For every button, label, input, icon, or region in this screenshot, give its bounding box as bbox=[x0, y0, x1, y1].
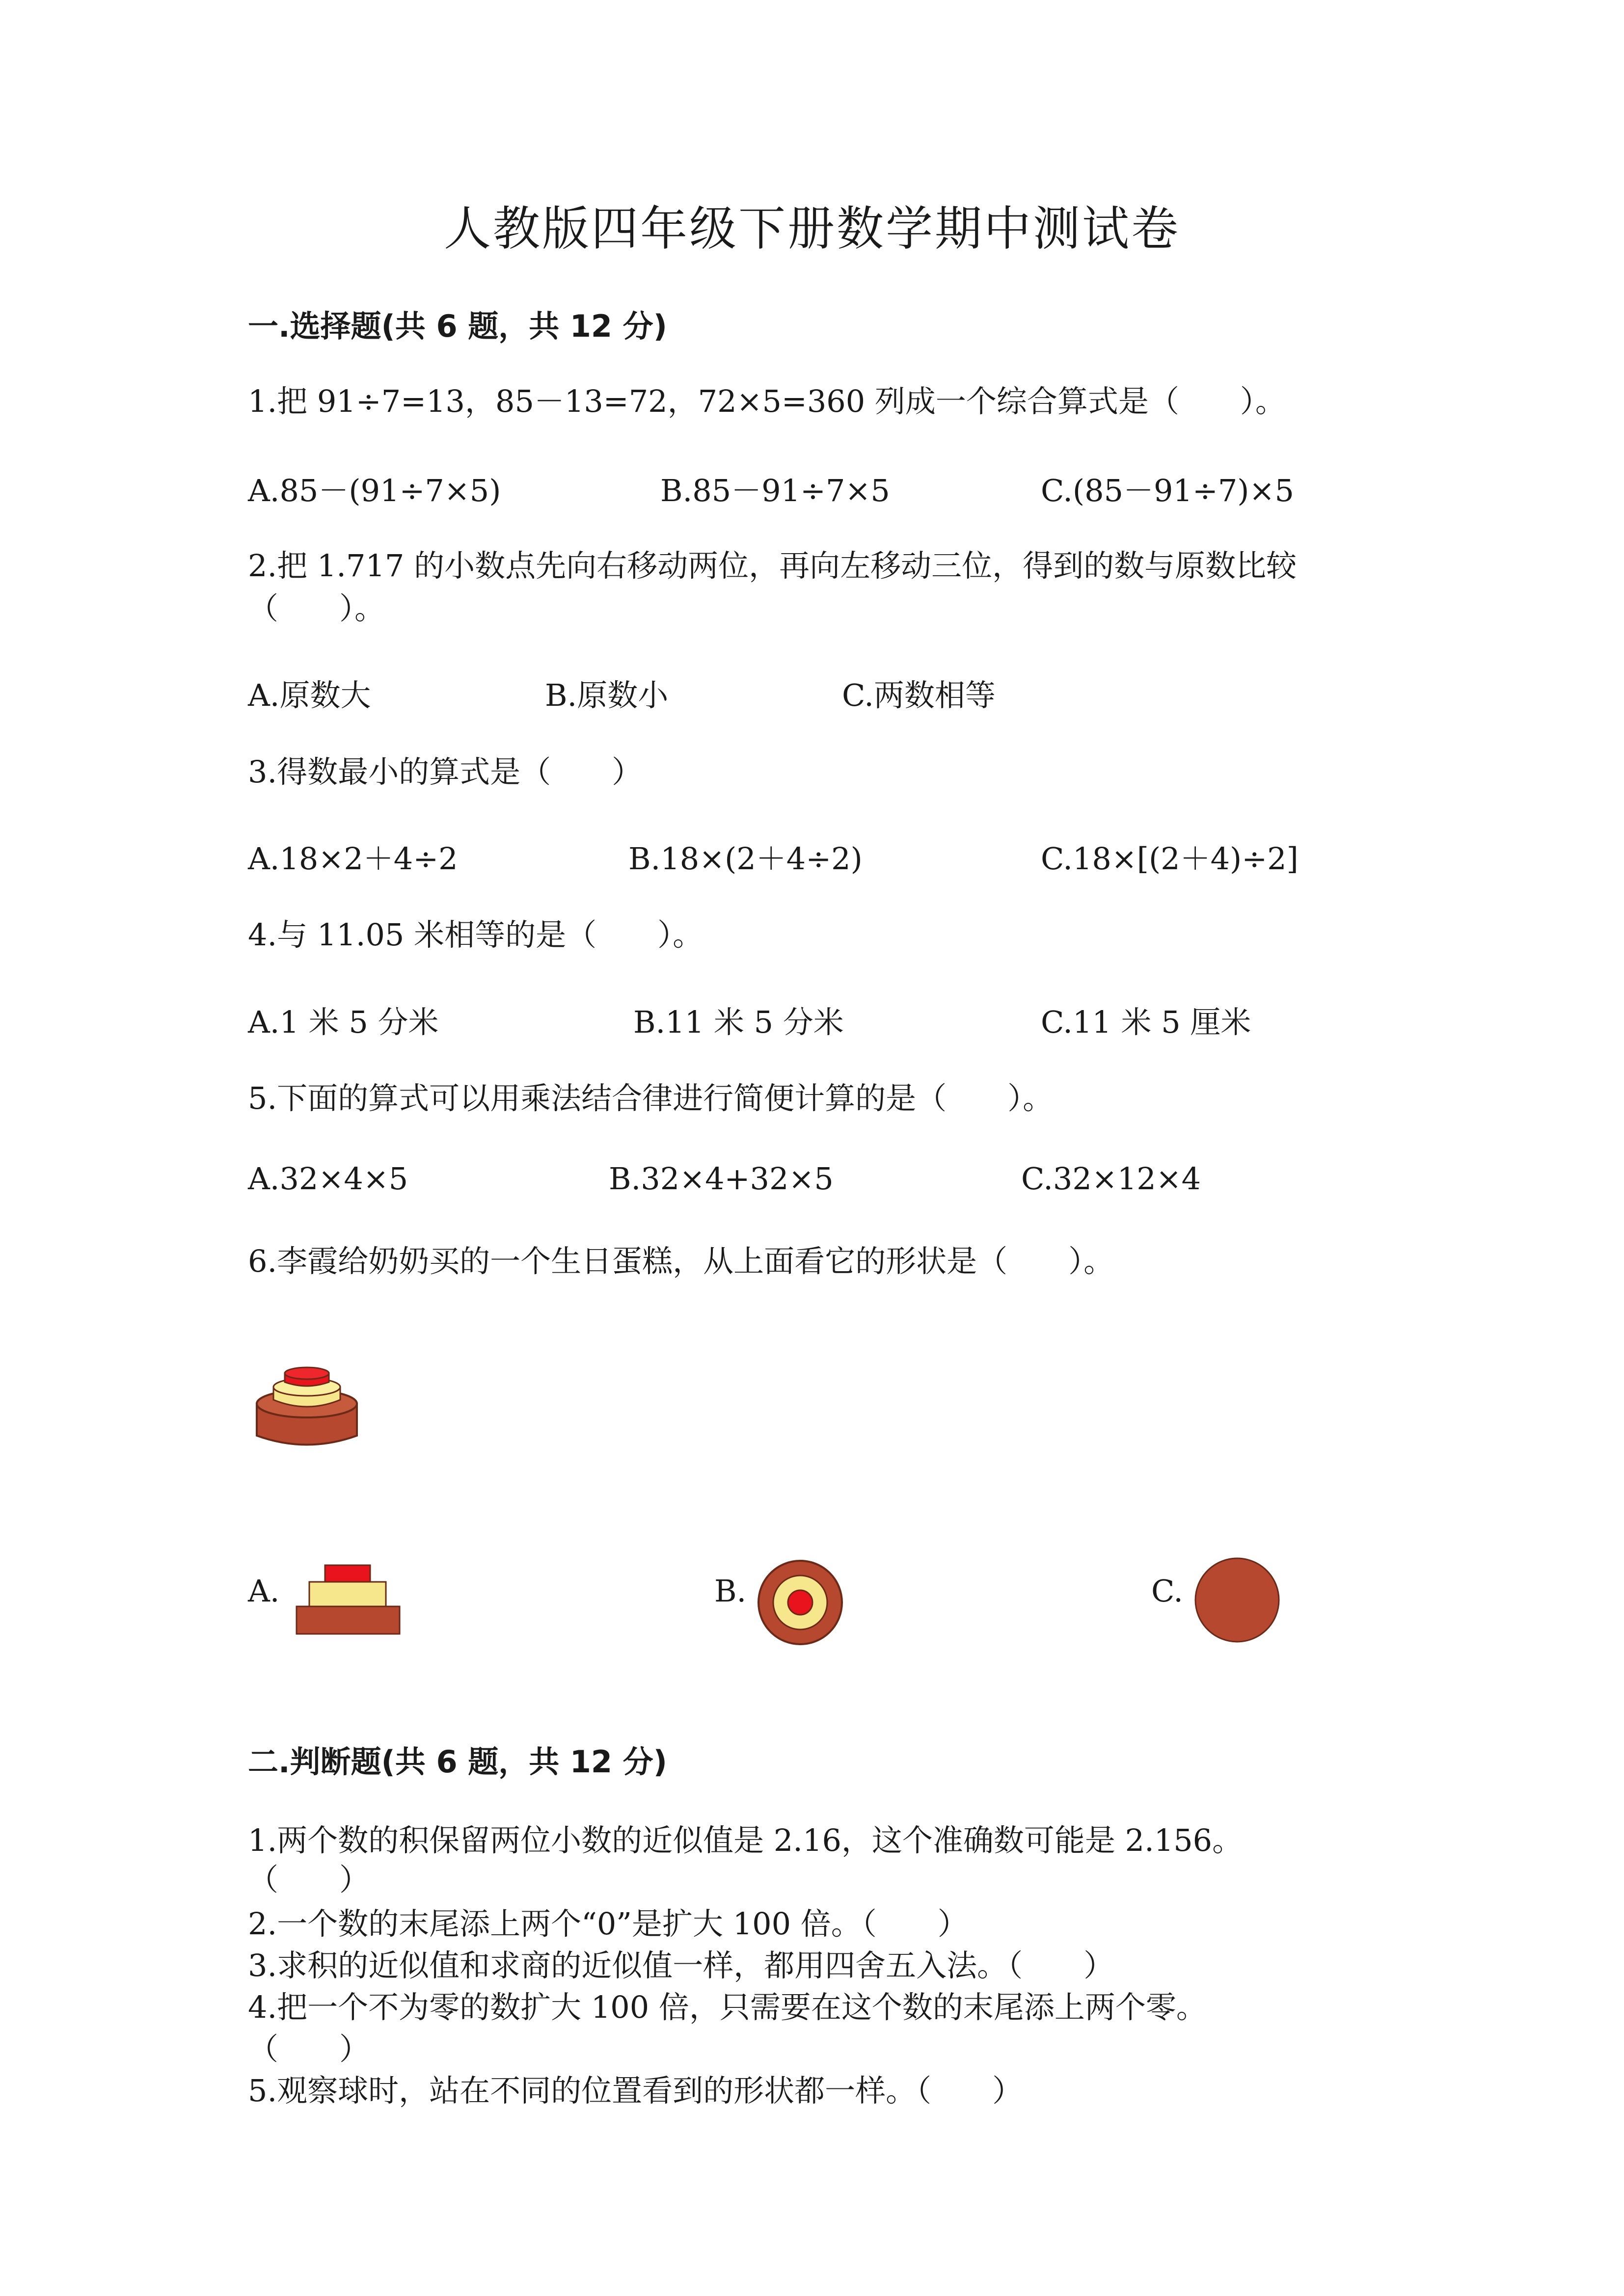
page-title: 人教版四年级下册数学期中测试卷 bbox=[444, 201, 1180, 256]
question-2-option-c[interactable]: C.两数相等 bbox=[842, 677, 996, 713]
option-b-concentric-circles-image bbox=[756, 1558, 844, 1649]
judgment-1-blank[interactable]: （ ） bbox=[248, 1862, 370, 1897]
question-6-option-b[interactable]: B. bbox=[714, 1573, 747, 1609]
question-4-text: 4.与 11.05 米相等的是（ ）。 bbox=[248, 917, 704, 953]
section-heading-judgment: 二.判断题(共 6 题，共 12 分) bbox=[248, 1744, 667, 1780]
cake-side-view-image bbox=[248, 1364, 366, 1455]
section-heading-choice: 一.选择题(共 6 题，共 12 分) bbox=[248, 308, 667, 344]
question-5-option-b[interactable]: B.32×4+32×5 bbox=[609, 1161, 834, 1197]
question-6-option-c[interactable]: C. bbox=[1151, 1573, 1183, 1609]
judgment-3-text: 3.求积的近似值和求商的近似值一样，都用四舍五入法。（ ） bbox=[248, 1948, 1114, 1983]
judgment-4-text: 4.把一个不为零的数扩大 100 倍，只需要在这个数的末尾添上两个零。 bbox=[248, 1989, 1207, 2025]
question-3-text: 3.得数最小的算式是（ ） bbox=[248, 754, 643, 790]
question-6-text: 6.李霞给奶奶买的一个生日蛋糕，从上面看它的形状是（ ）。 bbox=[248, 1243, 1114, 1279]
question-2-text-cont: （ ）。 bbox=[248, 590, 385, 626]
question-4-option-c[interactable]: C.11 米 5 厘米 bbox=[1041, 1004, 1251, 1040]
question-5-option-c[interactable]: C.32×12×4 bbox=[1021, 1161, 1201, 1197]
question-5-option-a[interactable]: A.32×4×5 bbox=[248, 1161, 408, 1197]
option-c-circle-image bbox=[1193, 1556, 1281, 1646]
question-3-option-c[interactable]: C.18×[(2＋4)÷2] bbox=[1041, 841, 1299, 877]
question-1-text: 1.把 91÷7=13，85－13=72，72×5=360 列成一个综合算式是（ ）。 bbox=[248, 383, 1286, 419]
question-1-option-c[interactable]: C.(85－91÷7)×5 bbox=[1041, 473, 1294, 508]
question-2-option-b[interactable]: B.原数小 bbox=[545, 677, 669, 713]
question-5-text: 5.下面的算式可以用乘法结合律进行简便计算的是（ ）。 bbox=[248, 1080, 1054, 1116]
judgment-1-text: 1.两个数的积保留两位小数的近似值是 2.16，这个准确数可能是 2.156。 bbox=[248, 1822, 1243, 1858]
question-3-option-a[interactable]: A.18×2＋4÷2 bbox=[248, 841, 458, 877]
judgment-4-blank[interactable]: （ ） bbox=[248, 2031, 370, 2067]
question-1-option-b[interactable]: B.85－91÷7×5 bbox=[660, 473, 890, 508]
question-3-option-b[interactable]: B.18×(2＋4÷2) bbox=[628, 841, 863, 877]
judgment-5-text: 5.观察球时，站在不同的位置看到的形状都一样。（ ） bbox=[248, 2073, 1023, 2109]
question-1-option-a[interactable]: A.85－(91÷7×5) bbox=[248, 473, 501, 508]
question-4-option-b[interactable]: B.11 米 5 分米 bbox=[633, 1004, 844, 1040]
judgment-2-text: 2.一个数的末尾添上两个“0”是扩大 100 倍。（ ） bbox=[248, 1906, 968, 1942]
question-2-text: 2.把 1.717 的小数点先向右移动两位，再向左移动三位，得到的数与原数比较 bbox=[248, 548, 1297, 584]
question-4-option-a[interactable]: A.1 米 5 分米 bbox=[248, 1004, 439, 1040]
option-a-stacked-rectangles-image bbox=[295, 1563, 403, 1639]
question-6-option-a[interactable]: A. bbox=[248, 1573, 280, 1609]
question-2-option-a[interactable]: A.原数大 bbox=[248, 677, 371, 713]
